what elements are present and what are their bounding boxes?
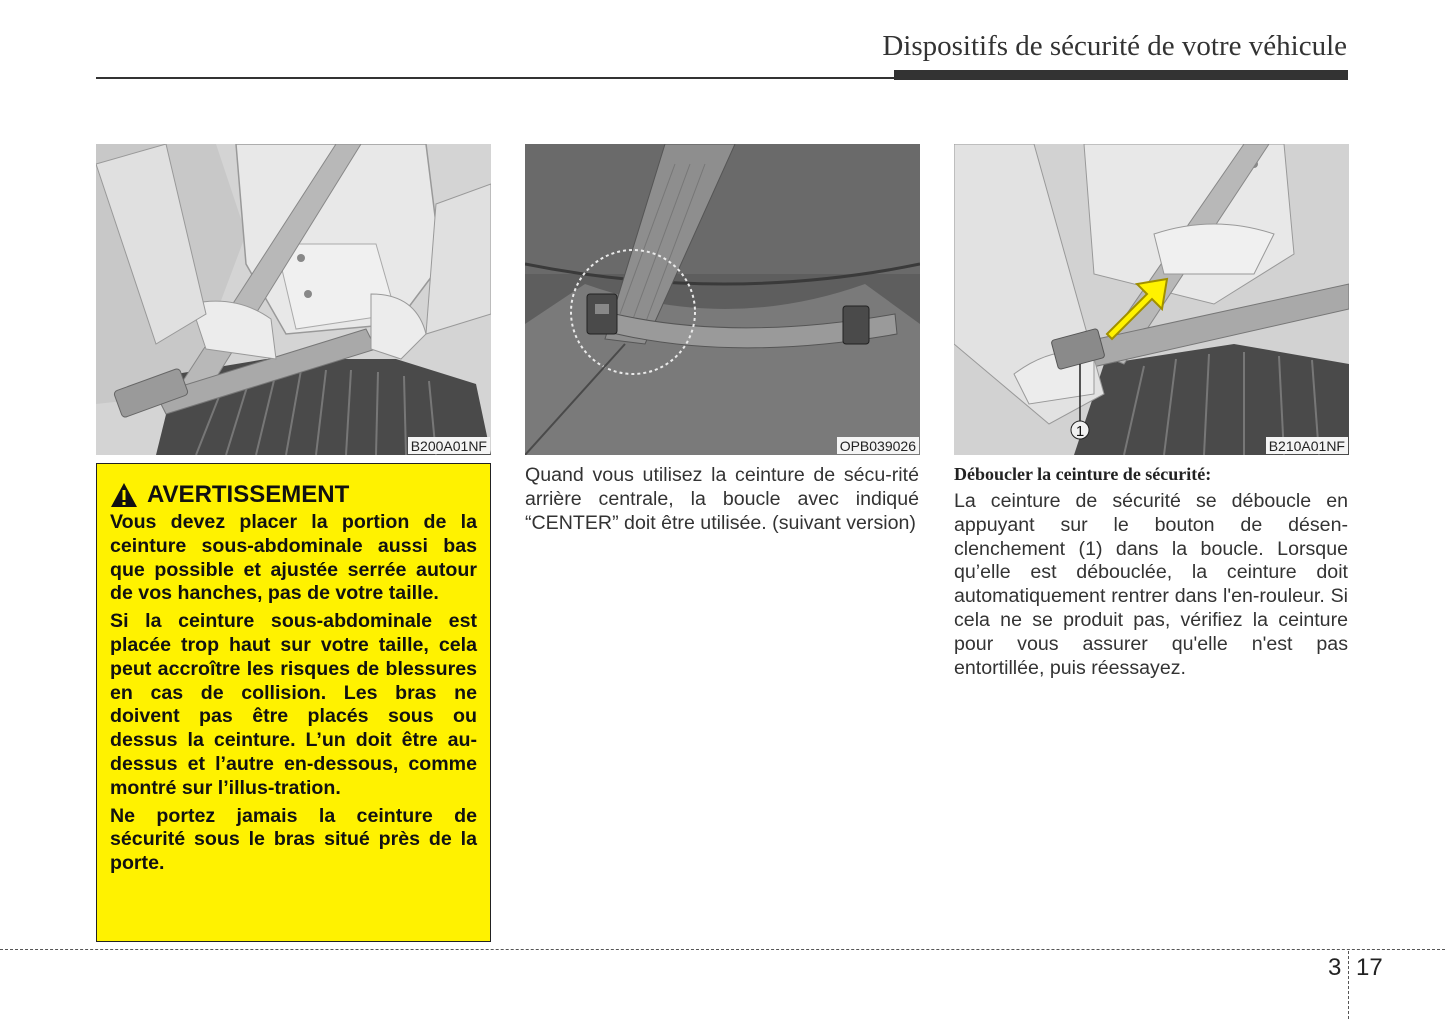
figure-rear-center-buckle [525,144,920,455]
figure-code: OPB039026 [837,437,919,454]
figure-code: B210A01NF [1266,437,1348,454]
callout-number: 1 [1075,423,1085,440]
warning-title: AVERTISSEMENT [147,481,350,508]
figure-code: B200A01NF [408,437,490,454]
chapter-number: 3 [1328,954,1342,981]
warning-triangle-icon [110,482,138,508]
header-rule [96,77,896,79]
illustration-center-buckle [525,144,920,455]
warning-paragraph: Si la ceinture sous-abdominale est placée trop haut sur votre taille, cela peut accroître les risques de blessures en cas de collision. Les bras ne doivent pas être placés sous ou dessus la ceinture. L’un doit être au-dessus et l’autre en-dessous, comme montré sur l’illus-tration. [110,610,477,799]
warning-box [96,463,491,942]
unbuckle-heading: Déboucler la ceinture de sécurité: [954,464,1212,484]
unbuckle-text: La ceinture de sécurité se déboucle en appuyant sur le bouton de désen-clenchement (1) dans la boucle. Lorsque qu’elle est débouclée, la ceinture doit automatiquement rentrer dans l'en-rouleur. Si cela ne se produit pas, vérifiez la ceinture pour vous assurer qu'elle n'est pas entortillée, puis réessayez. [954,490,1348,679]
warning-heading [110,481,477,509]
page-number-divider [1348,951,1349,1019]
footer-rule [0,949,1445,950]
center-buckle-text: Quand vous utilisez la ceinture de sécu-rité arrière centrale, la boucle avec indiqué “CENTER” doit être utilisée. (suivant version) [525,464,919,534]
header-rule-bar [894,70,1348,80]
figure-unbuckle-belt [954,144,1349,455]
warning-paragraph: Vous devez placer la portion de la ceinture sous-abdominale aussi bas que possible et ajustée serrée autour de vos hanches, pas de votre taille. [110,511,477,605]
warning-paragraph: Ne portez jamais la ceinture de sécurité sous le bras situé près de la porte. [110,804,477,875]
illustration-lap-belt [96,144,491,455]
figure-lap-belt-position [96,144,491,455]
illustration-unbuckle [954,144,1349,455]
page-header-title: Dispositifs de sécurité de votre véhicule [882,30,1347,62]
page-number: 17 [1356,954,1383,981]
